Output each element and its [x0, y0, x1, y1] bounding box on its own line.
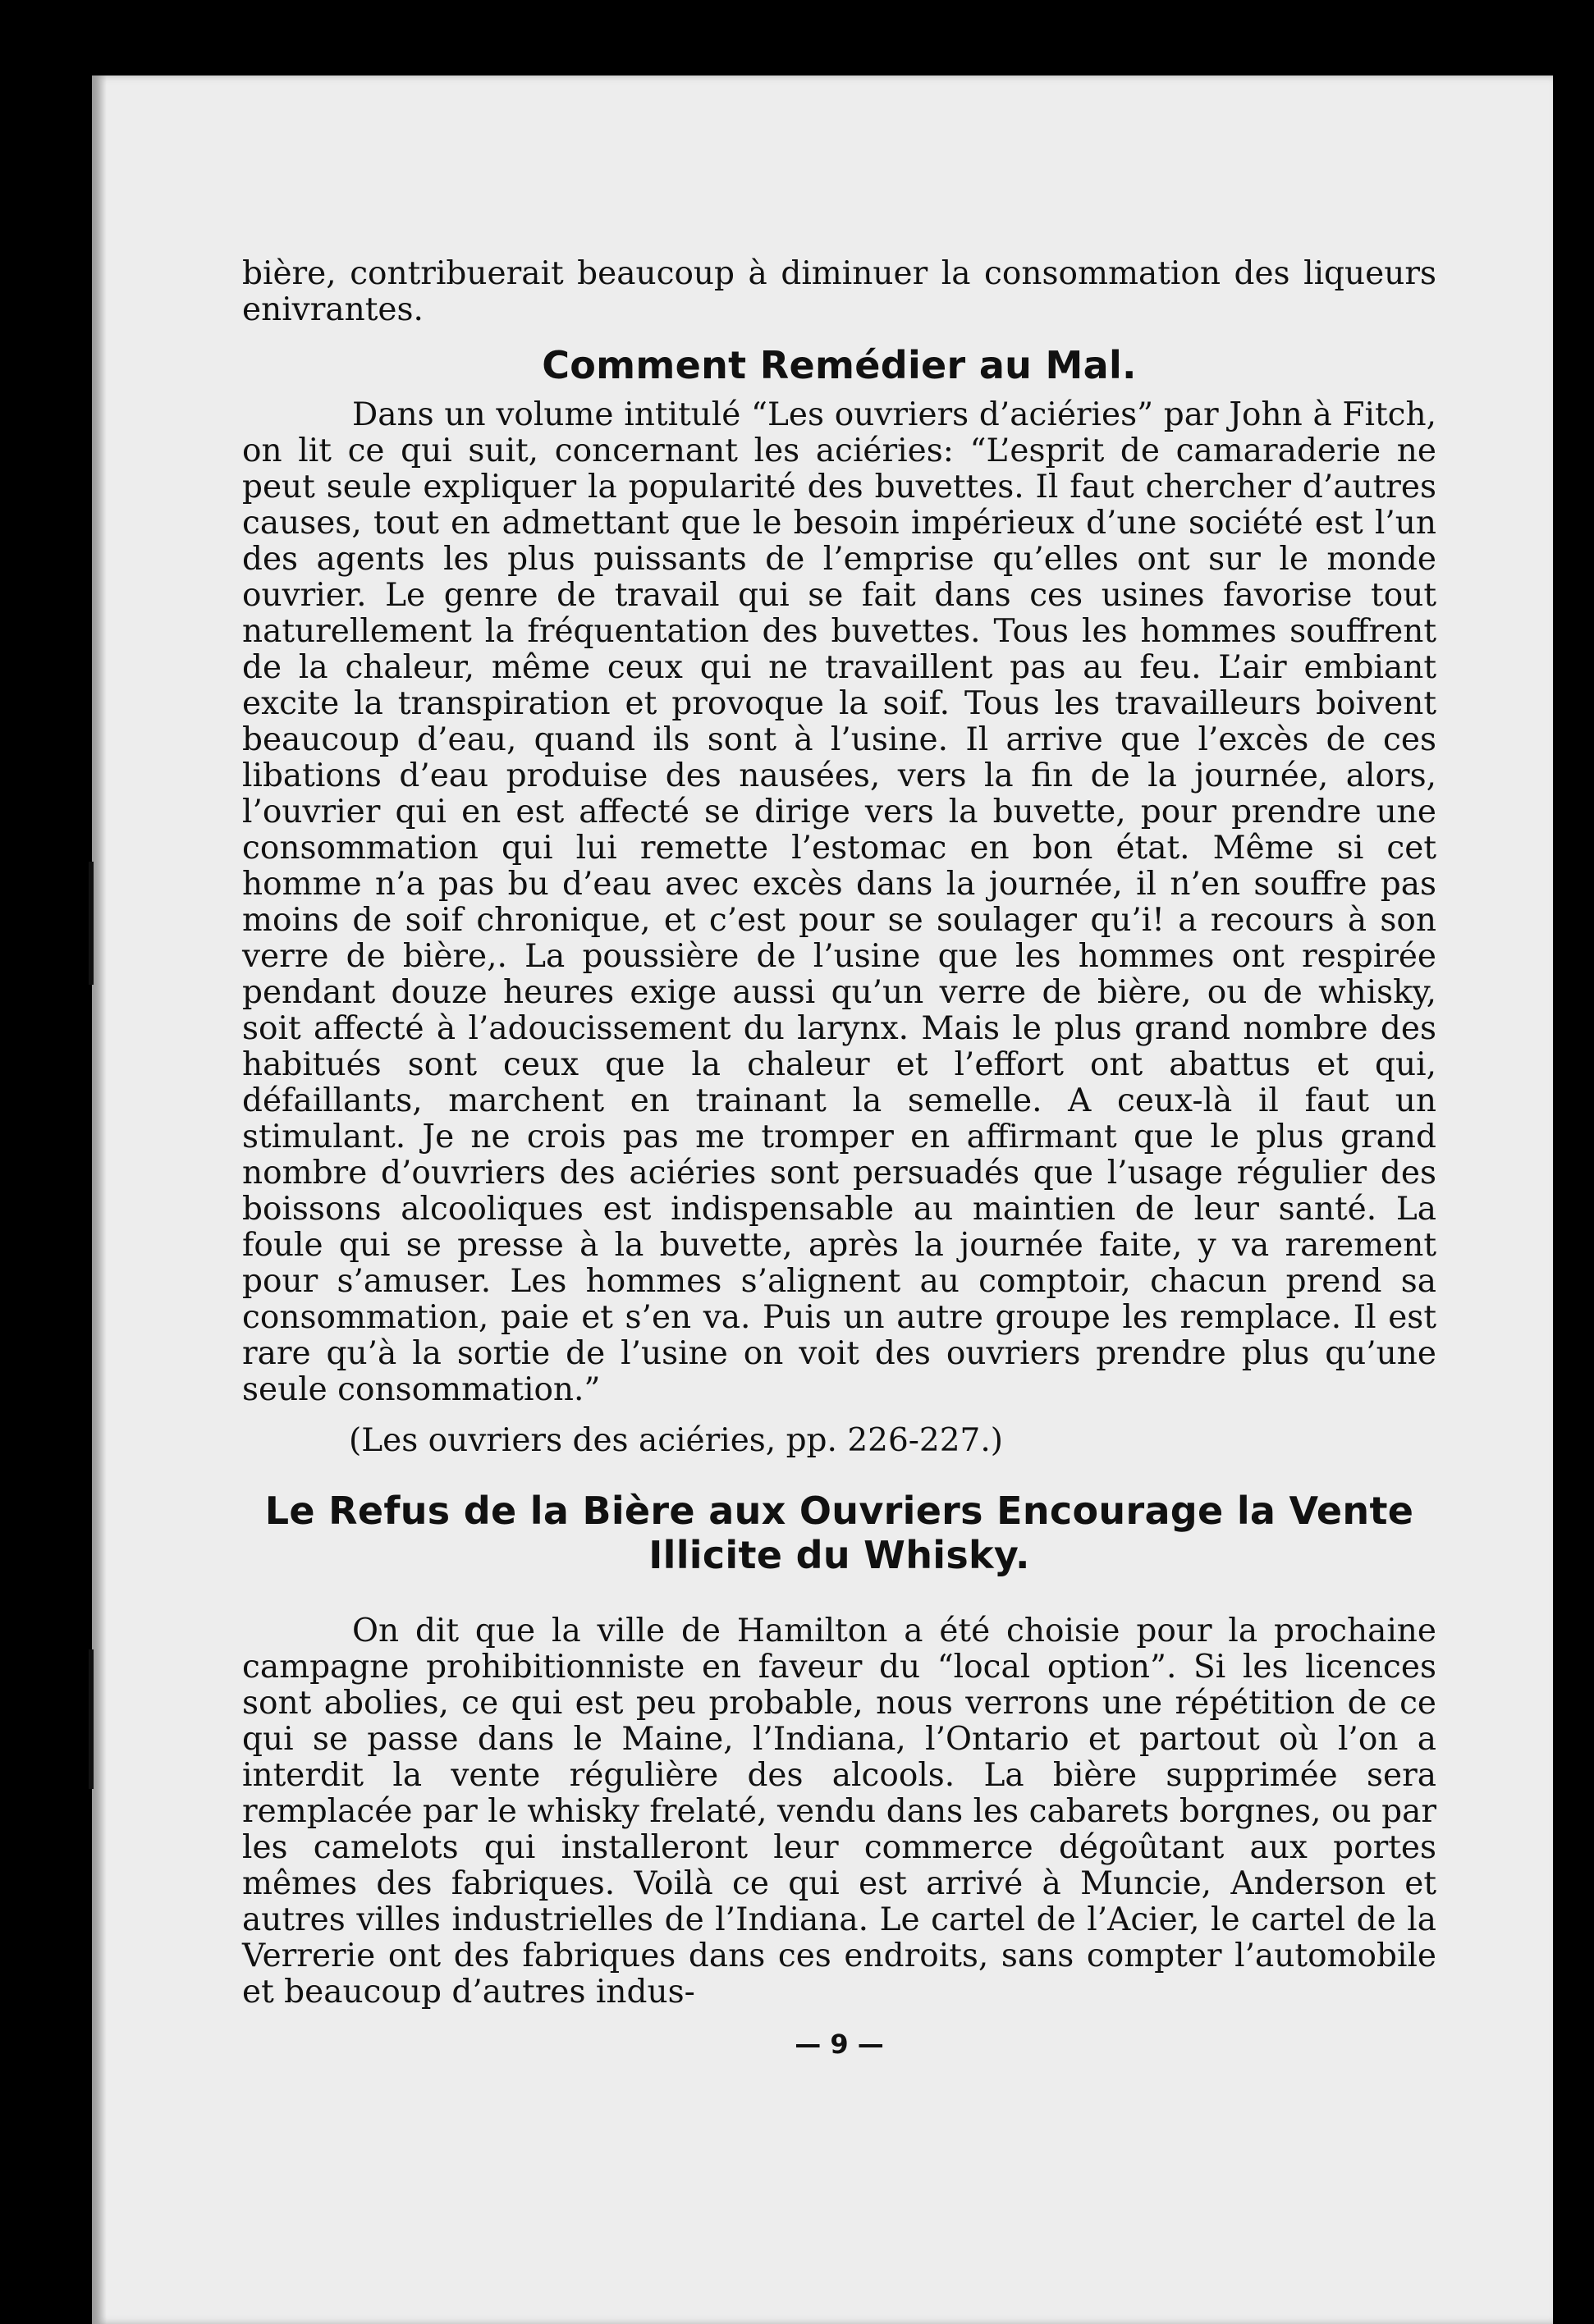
margin-mark-upper: [89, 862, 94, 985]
margin-mark-lower: [89, 1649, 94, 1789]
paragraph-fitch-quote: Dans un volume intitulé “Les ouvriers d’aciéries” par John à Fitch, on lit ce qui suit, concernant les aciéries: “L’esprit de camaraderie ne peut seule expliquer la popularité des buvettes. Il faut chercher d’autres causes, tout en admettant que le besoin impérieux d’une société est l’un des agents les plus puissants de l’emprise qu’elles ont sur le monde ouvrier. Le genre de travail qui se fait dans ces usines favorise tout naturellement la fréquentation des buvettes. Tous les hommes souffrent de la chaleur, même ceux qui ne travaillent pas au feu. L’air embiant excite la transpiration et provoque la soif. Tous les travailleurs boivent beaucoup d’eau, quand ils sont à l’usine. Il arrive que l’excès de ces libations d’eau produise des nausées, vers la fin de la journée, alors, l’ouvrier qui en est affecté se dirige vers la buvette, pour prendre une consommation qui lui remette l’estomac en bon état. Même si cet homme n’a pas bu d’eau avec excès dans la journée, il n’en souffre pas moins de soif chronique, et c’est pour se soulager qu’i! a recours à son verre de bière,. La poussière de l’usine que les hommes ont respirée pendant douze heures exige aussi qu’un verre de bière, ou de whisky, soit affecté à l’adoucissement du larynx. Mais le plus grand nombre des habitués sont ceux que la chaleur et l’effort ont abattus et qui, défaillants, marchent en trainant la semelle. A ceux-là il faut un stimulant. Je ne crois pas me tromper en affirmant que le plus grand nombre d’ouvriers des aciéries sont persuadés que l’usage régulier des boissons alcooliques est indispensable au maintien de leur santé. La foule qui se presse à la buvette, après la journée faite, y va rarement pour s’amuser. Les hommes s’alignent au comptoir, chacun prend sa consommation, paie et s’en va. Puis un autre groupe les remplace. Il est rare qu’à la sortie de l’usine on voit des ouvriers prendre plus qu’une seule consommation.”: [242, 396, 1436, 1408]
heading-line-2: Illicite du Whisky.: [648, 1533, 1030, 1577]
heading-line-1: Le Refus de la Bière aux Ouvriers Encourage la Vente: [264, 1489, 1414, 1533]
page-number: — 9 —: [795, 2029, 884, 2060]
lead-paragraph: bière, contribuerait beaucoup à diminuer la consommation des liqueurs enivrantes.: [242, 255, 1436, 328]
document-page: [92, 75, 1553, 2324]
section-heading-beer-refusal: [242, 1489, 1436, 1577]
paragraph-hamilton: On dit que la ville de Hamilton a été choisie pour la prochaine campagne prohibitionniste en faveur du “local option”. Si les licences sont abolies, ce qui est peu probable, nous verrons une répétition de ce qui se passe dans le Maine, l’Indiana, l’Ontario et partout où l’on a interdit la vente régulière des alcools. La bière supprimée sera remplacée par le whisky frelaté, vendu dans les cabarets borgnes, ou par les camelots qui installeront leur commerce dégoûtant aux portes mêmes des fabriques. Voilà ce qui est arrivé à Muncie, Anderson et autres villes industrielles de l’Indiana. Le cartel de l’Acier, le cartel de la Verrerie ont des fabriques dans ces endroits, sans compter l’automobile et beaucoup d’autres indus-: [242, 1613, 1436, 2011]
text-block: [242, 256, 1436, 2060]
section-heading-remedy: Comment Remédier au Mal.: [542, 343, 1137, 387]
citation: (Les ouvriers des aciéries, pp. 226-227.): [349, 1422, 1003, 1459]
spine-shadow: [92, 75, 107, 2324]
